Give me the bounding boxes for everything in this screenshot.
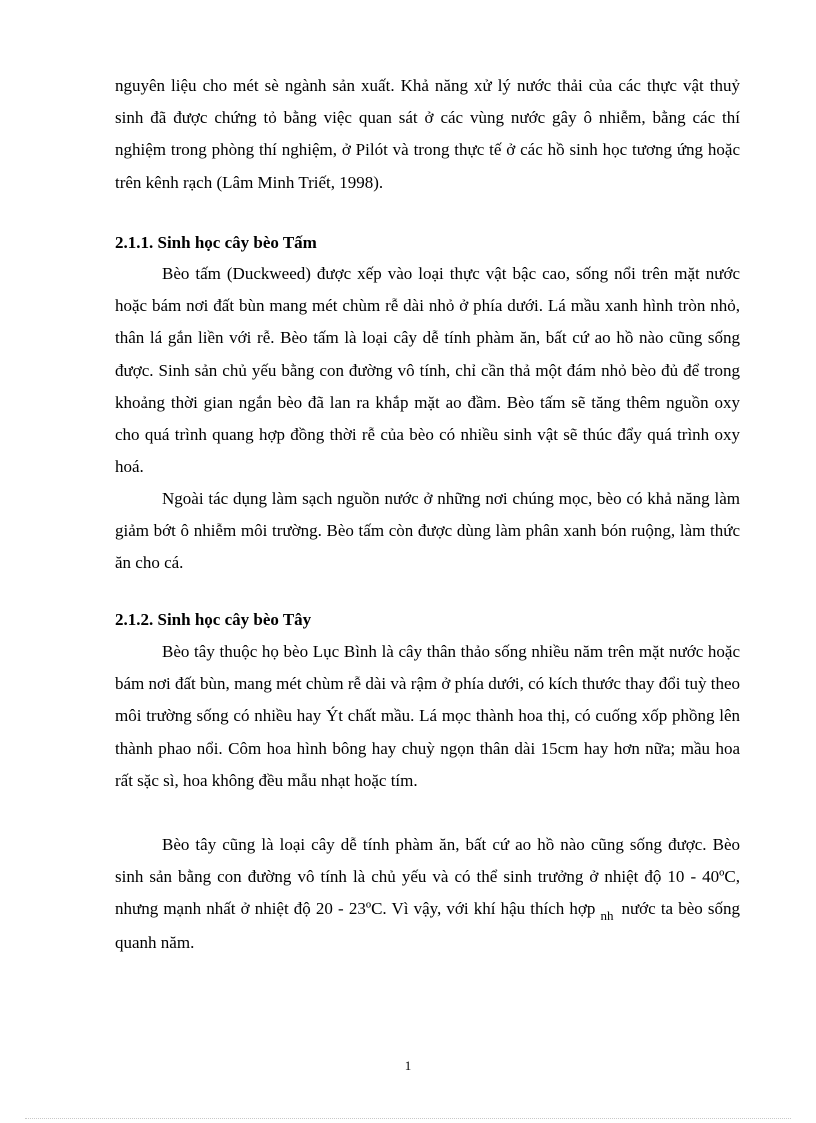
paragraph-hyacinth-growth <box>115 829 740 959</box>
paragraph-intro <box>115 70 740 199</box>
page-footer-divider <box>25 1118 791 1119</box>
paragraph-main-text: Bèo tây cũng là loại cây dễ tính phàm ăn, bất cứ ao hồ nào cũng sống được. Bèo sinh sản bằng con đường vô tính là chủ yếu và có thể sinh trưởng ở nhiệt độ 10 - 40ºC, nhưng mạnh nhất ở nhiệt độ 20 - 23ºC. Vì vậy, với khí hậu thích hợp <box>115 835 740 919</box>
paragraph-text <box>115 829 740 959</box>
section-heading-water-hyacinth: 2.1.2. Sinh học cây bèo Tây <box>115 610 312 629</box>
paragraph-text: Bèo tấm (Duckweed) được xếp vào loại thực vật bậc cao, sống nổi trên mặt nước hoặc bám nơi đất bùn mang mét chùm rễ dài nhỏ ở phía dưới. Lá mầu xanh hình tròn nhỏ, thân lá gắn liền với rễ. Bèo tấm là loại cây dễ tính phàm ăn, bất cứ ao hồ nào cũng sống được. Sinh sản chủ yếu bằng con đường vô tính, chỉ cần thả một đám nhỏ bèo đủ để trong khoảng thời gian ngắn bèo đã lan ra khắp mặt ao đầm. Bèo tấm sẽ tăng thêm nguồn oxy cho quá trình quang hợp đồng thời rễ của bèo có nhiều sinh vật sẽ thúc đẩy quá trình oxy hoá. <box>115 264 740 477</box>
paragraph-text: Bèo tây thuộc họ bèo Lục Bình là cây thân thảo sống nhiều năm trên mặt nước hoặc bám nơi đất bùn, mang mét chùm rễ dài và rậm ở phía dưới, có kích thước thay đổi tuỳ theo môi trường sống có nhiều hay Ýt chất mầu. Lá mọc thành hoa thị, có cuống xốp phồng lên thành phao nổi. Côm hoa hình bông hay chuỳ ngọn thân dài 15cm hay hơn nữa; mầu hoa rất sặc sì, hoa không đều mẫu nhạt hoặc tím. <box>115 642 740 790</box>
subscript-fragment: nh <box>600 908 614 924</box>
paragraph-text: nguyên liệu cho mét sè ngành sản xuất. Khả năng xử lý nước thải của các thực vật thuỷ sinh đã được chứng tỏ bằng việc quan sát ở các vùng nước gây ô nhiễm, bằng các thí nghiệm trong phòng thí nghiệm, ở Pilót và trong thực tế ở các hồ sinh học tương ứng hoặc trên kênh rạch (Lâm Minh Triết, 1998). <box>115 76 740 192</box>
page-number: 1 <box>404 1058 412 1073</box>
paragraph-hyacinth-description <box>115 636 740 797</box>
paragraph-duckweed-description <box>115 258 740 483</box>
paragraph-text: Ngoài tác dụng làm sạch nguồn nước ở những nơi chúng mọc, bèo có khả năng làm giảm bớt ô nhiễm môi trường. Bèo tấm còn được dùng làm phân xanh bón ruộng, làm thức ăn cho cá. <box>115 489 740 573</box>
paragraph-ending: nước ta bèo sống quanh năm. <box>115 899 740 952</box>
section-heading-duckweed: 2.1.1. Sinh học cây bèo Tấm <box>115 233 317 252</box>
paragraph-duckweed-uses <box>115 483 740 580</box>
